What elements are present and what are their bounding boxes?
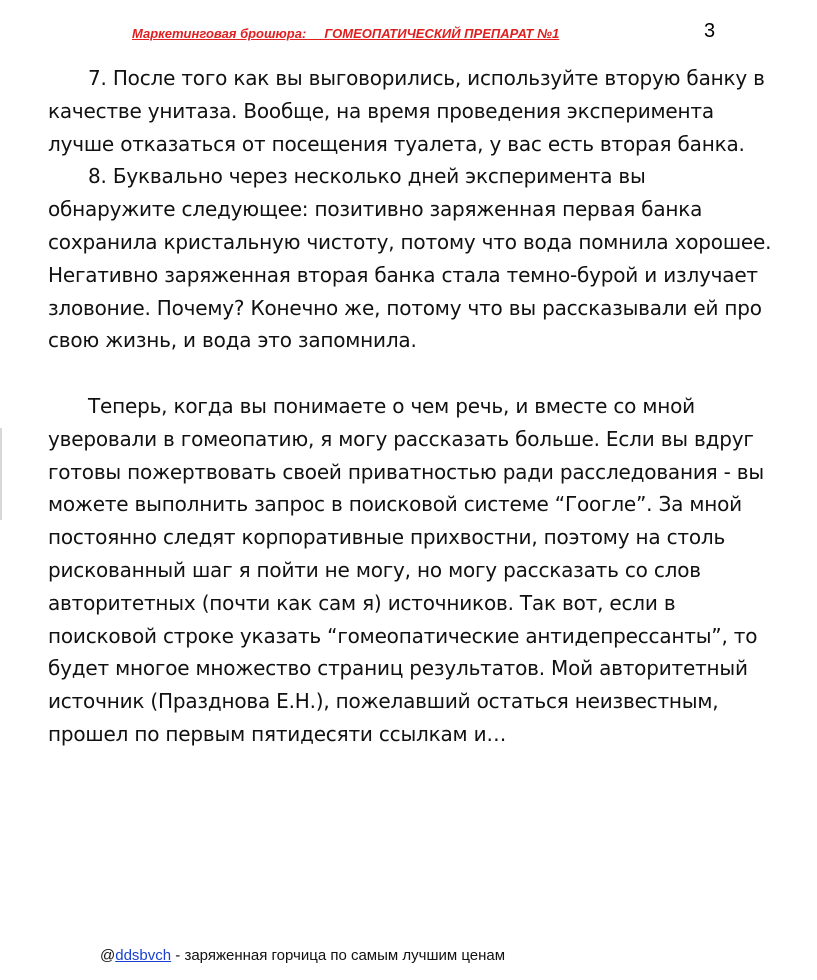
paragraph-spacer	[48, 357, 778, 390]
paragraph-step-7: 7. После того как вы выговорились, используйте вторую банку в качестве унитаза. Вообще, на время проведения эксперимента лучше отказаться от посещения туалета, у вас есть вторая банка.	[48, 66, 765, 156]
paragraph-step-8: 8. Буквально через несколько дней эксперимента вы обнаружите следующее: позитивно заряженная первая банка сохранила кристальную чистоту, потому что вода помнила хорошее. Негативно заряженная вторая банка стала темно-бурой и излучает зловоние. Почему? Конечно же, потому что вы рассказывали ей про свою жизнь, и вода это запомнила.	[48, 164, 772, 353]
margin-mark	[0, 428, 2, 520]
footer-text: - заряженная горчица по самым лучшим ценам	[171, 947, 506, 964]
document-body	[48, 62, 778, 751]
footer-promo	[100, 947, 505, 964]
page-number: 3	[704, 20, 716, 42]
paragraph-main: Теперь, когда вы понимаете о чем речь, и вместе со мной уверовали в гомеопатию, я могу рассказать больше. Если вы вдруг готовы пожертвовать своей приватностью ради расследования - вы можете выполнить запрос в поисковой системе “Гоогле”. За мной постоянно следят корпоративные прихвостни, поэтому на столь рискованный шаг я пойти не могу, но могу рассказать со слов авторитетных (почти как сам я) источников. Так вот, если в поисковой строке указать “гомеопатические антидепрессанты”, то будет многое множество страниц результатов. Мой авторитетный источник (Празднова Е.Н.), пожелавший остаться неизвестным, прошел по первым пятидесяти ссылкам и…	[48, 393, 764, 746]
footer-at-sign: @	[100, 947, 116, 964]
brochure-header-title: Маркетинговая брошюра: ГОМЕОПАТИЧЕСКИЙ ПРЕПАРАТ №1	[132, 26, 560, 41]
footer-handle-link[interactable]: ddsbvch	[115, 947, 172, 964]
